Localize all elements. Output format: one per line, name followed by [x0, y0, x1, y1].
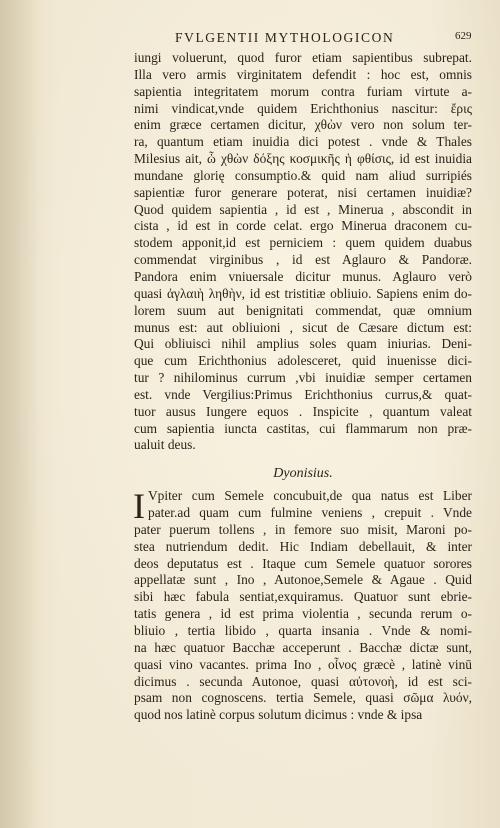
text-block	[134, 50, 472, 724]
text-line: est. vnde Vergilius:Primus Erichthonius currus,& quat-	[134, 386, 472, 402]
text-line: Vpiter cum Semele concubuit,de qua natus est Liber	[148, 488, 472, 504]
text-line: quasi vino vacantes. prima Ino , οἶνος græcè , latinè vinū	[134, 656, 472, 672]
page-number: 629	[455, 30, 472, 42]
text-line: sapientia integritatem morum contra furiam virtute a-	[134, 83, 472, 99]
text-line: que cum Erichthonius adolesceret, quid inuenisse dici-	[134, 353, 472, 369]
text-line: enim græce certamen dicitur, χθὼν vero non solum ter-	[134, 117, 472, 133]
text-line: cista , id est in corde celat. ergo Minerua draconem cu-	[134, 218, 472, 234]
text-line: tuor ausus Iungere equos . Inspicite , quantum valeat	[134, 403, 472, 419]
section-heading: Dyonisius.	[273, 466, 333, 482]
text-line: nimi vindicat,vnde quidem Erichthonius nascitur: ἔρις	[134, 100, 472, 116]
text-line: ra, quantum etiam inuidia dici potest . vnde & Thales	[134, 134, 472, 150]
drop-cap: I	[133, 486, 145, 527]
text-line: iungi voluerunt, quod furor etiam sapientibus subrepat.	[134, 50, 472, 65]
text-line: stodem apponit,id est perniciem : quem quidem duabus	[134, 235, 472, 251]
text-line: tur ? nihilominus currum ,vbi inuidiæ semper certamen	[134, 370, 472, 386]
text-line: sapientiæ furor generare poterat, nisi certamen inuidiæ?	[134, 184, 472, 200]
text-line: na hæc quatuor Bacchæ acceperunt . Bacchæ dictæ sunt,	[134, 639, 472, 655]
gutter-shadow	[0, 0, 40, 828]
text-line: stea nutriendum dedit. Hic Indiam debellauit, & inter	[134, 538, 472, 554]
paragraph-minerva	[134, 50, 472, 454]
text-line: dicimus . secunda Autonoe, quasi αὐτονοὴ, id est sci-	[134, 673, 472, 689]
text-line: quod nos latinè corpus solutum dicimus : vnde & ipsa	[134, 707, 423, 723]
text-line: pater.ad quam cum fulmine veniens , crepuit . Vnde	[148, 505, 472, 521]
text-line: commendat virginibus , id est Aglauro & Pandoræ.	[134, 252, 472, 268]
text-line: munus est: aut obliuioni , sicut de Cæsare dictum est:	[134, 319, 472, 335]
text-line: psam non cognoscens. tertia Semele, quasi σῶμα λυόν,	[134, 690, 472, 706]
running-head: FVLGENTII MYTHOLOGICON	[175, 30, 395, 45]
text-line: deos deputatus est . Itaque cum Semele quatuor sorores	[134, 555, 472, 571]
text-line: pater puerum tollens , in femore suo misit, Maroni po-	[134, 521, 472, 537]
text-line: lorem suum aut benignitati commendat, quæ omnium	[134, 302, 472, 318]
text-line: Pandora enim vniuersale dicitur munus. Aglauro verò	[134, 268, 472, 284]
text-line: Qui obliuisci nihil amplius soles quam iniurias. Deni-	[134, 336, 472, 352]
text-line: Quod quidem sapientia , id est , Minerua , abscondit in	[134, 201, 472, 217]
text-line: quasi ἀγλαιὴ ληθὴν, id est tristitiæ obliuio. Sapiens enim do-	[134, 285, 472, 301]
text-line: sibi hæc fabula sentiat,exquiramus. Quatuor sunt ebrie-	[134, 589, 472, 605]
text-line: ualuit deus.	[134, 437, 196, 453]
text-line: Illa vero armis virginitatem defendit : hoc est, omnis	[134, 66, 472, 82]
text-line: appellatæ sunt , Ino , Autonoe,Semele & Agaue . Quid	[134, 572, 472, 588]
text-line: cum sapientia iuncta castitas, cui flammarum non præ-	[134, 420, 472, 436]
text-line: mundane glorię consumptio.& quid nam aliud surripiés	[134, 167, 472, 183]
text-line: bliuio , tertia libido , quarta insania . Vnde & nomi-	[134, 623, 472, 638]
paragraph-dionysus	[134, 488, 472, 724]
text-line: tatis genera , id est prima violentia , secunda rerum o-	[134, 606, 472, 622]
text-line: Milesius ait, ὦ χθὼν δόξης κοσμικῆς ἡ φθίσις, id est inuidia	[134, 151, 472, 167]
